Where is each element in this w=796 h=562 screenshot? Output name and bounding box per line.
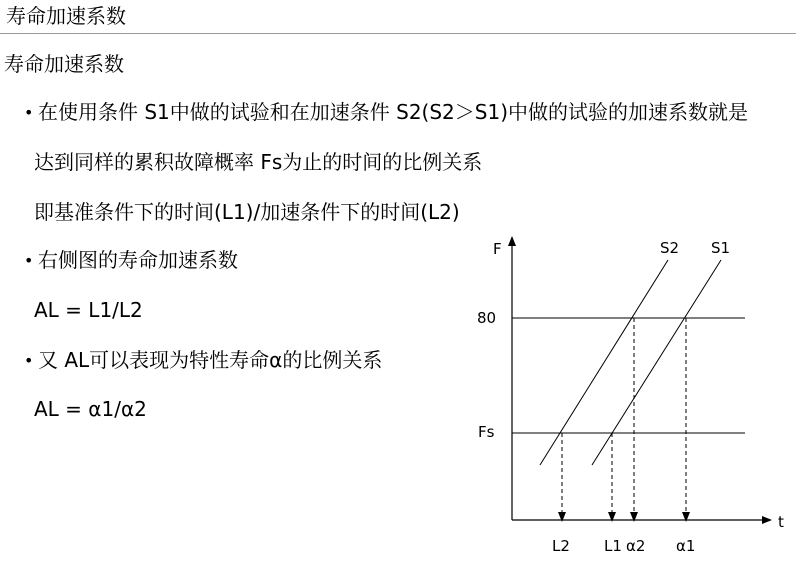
marker-a2-label: α2 xyxy=(626,537,646,555)
level-80-label: 80 xyxy=(477,309,497,327)
header-title: 寿命加速系数 xyxy=(6,4,126,28)
line-s2-label: S2 xyxy=(660,239,680,257)
line-s2 xyxy=(540,260,668,465)
bullet-1-line-2: 达到同样的累积故障概率 Fs为止的时间的比例关系 xyxy=(34,150,483,174)
bullet-1-line-1: 在使用条件 S1中做的试验和在加速条件 S2(S2＞S1)中做的试验的加速系数就是 xyxy=(38,100,748,124)
formula-al-l: AL = L1/L2 xyxy=(34,298,143,322)
bullet-1-line-3: 即基准条件下的时间(L1)/加速条件下的时间(L2) xyxy=(34,200,460,224)
bullet-2-line-1: 右侧图的寿命加速系数 xyxy=(38,248,238,272)
line-s1 xyxy=(592,260,721,465)
bullet-3-line-1: 又 AL可以表现为特性寿命α的比例关系 xyxy=(38,348,383,372)
x-axis-arrow-icon xyxy=(762,516,772,524)
level-fs-label: Fs xyxy=(478,423,495,441)
bullet-dot: • xyxy=(24,251,34,270)
x-axis-label: t xyxy=(778,513,784,531)
section-title: 寿命加速系数 xyxy=(4,52,124,76)
marker-l1-label: L1 xyxy=(604,537,622,555)
bullet-dot: • xyxy=(24,103,34,122)
formula-al-alpha: AL = α1/α2 xyxy=(34,397,147,421)
line-s1-label: S1 xyxy=(711,239,731,257)
marker-l2-label: L2 xyxy=(552,537,570,555)
y-axis-label: F xyxy=(493,240,502,258)
y-axis-arrow-icon xyxy=(508,236,516,246)
bullet-dot: • xyxy=(24,351,34,370)
marker-a1-label: α1 xyxy=(676,537,696,555)
